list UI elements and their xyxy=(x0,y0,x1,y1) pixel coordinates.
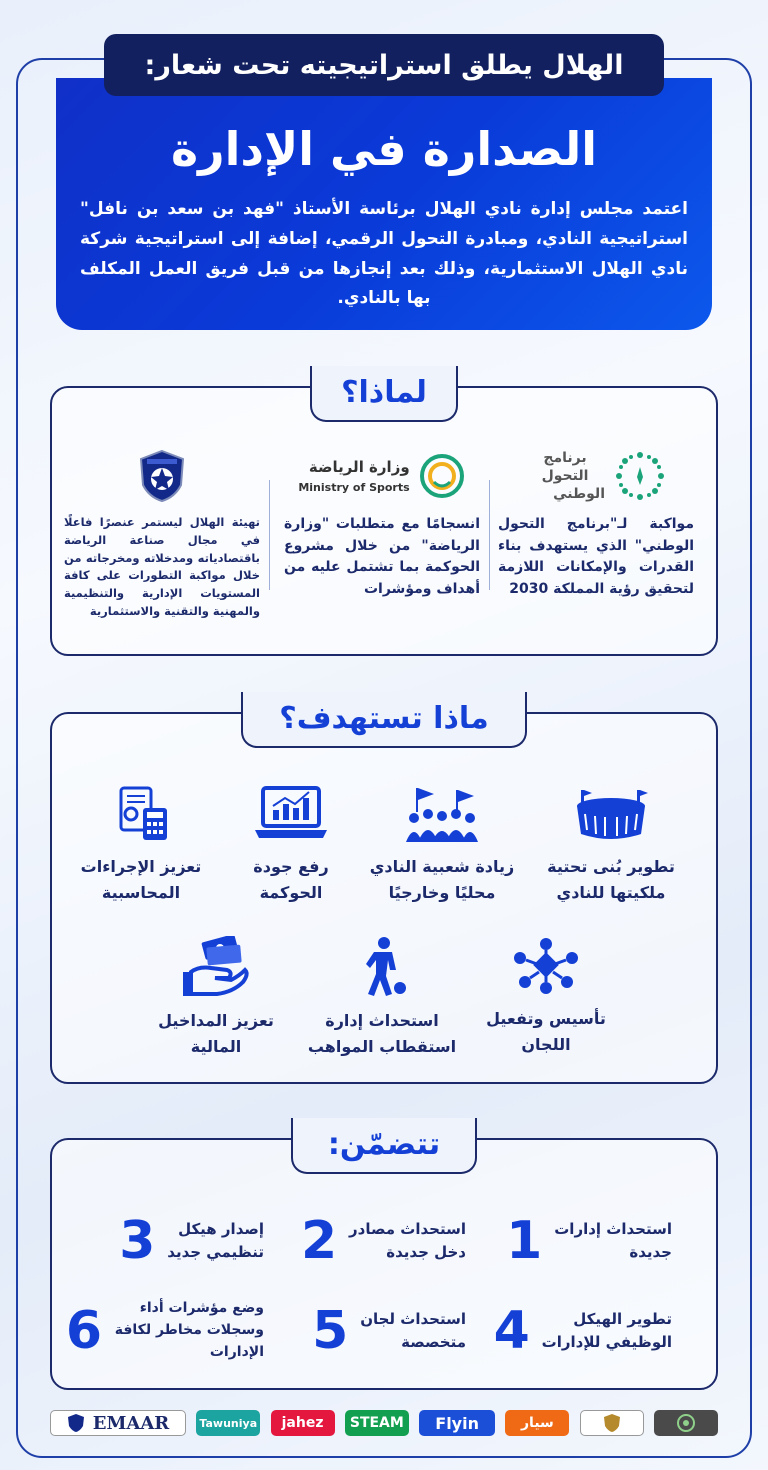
contains-item-1 xyxy=(476,1206,672,1276)
item-line2: الوظيفي للإدارات xyxy=(541,1333,672,1351)
contains-section xyxy=(50,1127,718,1390)
goal-fans xyxy=(358,784,526,905)
item-line2: متخصصة xyxy=(401,1333,466,1351)
steam-logo: STEAM xyxy=(345,1410,409,1436)
emaar-logo: EMAAR xyxy=(50,1410,186,1436)
university-logo xyxy=(580,1410,644,1436)
goal-line2: الحوكمة xyxy=(259,882,323,902)
partner-emblem-icon xyxy=(676,1413,696,1433)
item-line2: جديدة xyxy=(629,1243,672,1261)
why-heading: لماذا؟ xyxy=(310,366,458,422)
why-col-vision xyxy=(498,446,694,601)
ministry-label-en: Ministry of Sports xyxy=(298,481,410,495)
item-line1: استحداث لجان xyxy=(360,1309,466,1328)
goal-line1: تعزيز المداخيل xyxy=(158,1011,274,1030)
ministry-emblem-icon xyxy=(418,452,466,500)
committees-icon xyxy=(511,936,581,996)
goal-line2: المالية xyxy=(190,1036,242,1056)
goal-stadium xyxy=(536,784,686,905)
goal-line1: تعزيز الإجراءات xyxy=(80,857,202,876)
sponsor-bar xyxy=(50,1406,718,1440)
why-text-ministry: انسجامًا مع متطلبات "وزارة الرياضة" من خلال مشروع الحوكمة بما تشتمل عليه من أهداف ومؤشرات xyxy=(284,516,480,598)
why-text-vision: مواكبة لـ"برنامج التحول الوطني" الذي يستهدف بناء القدرات والإمكانات اللازمة لتحقيق رؤية المملكة 2030 xyxy=(498,516,694,598)
goal-talent xyxy=(292,936,472,1059)
flyin-logo: Flyin xyxy=(419,1410,495,1436)
contains-item-2 xyxy=(270,1206,466,1276)
item-line1: إصدار هيكل xyxy=(178,1219,264,1238)
vision-logo-label: برنامج التحول الوطني xyxy=(541,449,605,503)
goal-line1: تأسيس وتفعيل xyxy=(486,1009,606,1028)
goal-committees xyxy=(456,936,636,1057)
item-number: 6 xyxy=(65,1301,103,1361)
contains-item-3 xyxy=(68,1206,264,1276)
target-heading: ماذا تستهدف؟ xyxy=(241,692,527,748)
why-text-hilal: تهيئة الهلال ليستمر عنصرًا فاعلًا في مجال صناعة الرياضة باقتصادياته ومدخلاته ومخرجاته من خلال مواكبة التطورات على كافة المستويات الإدارية والتنظيمية والمهنية والتقنية والاستثمارية xyxy=(64,515,260,619)
item-line2: وسجلات مخاطر لكافة الإدارات xyxy=(114,1322,264,1360)
contains-heading: تتضمّن: xyxy=(291,1118,477,1174)
goal-line1: استحداث إدارة xyxy=(325,1011,439,1030)
item-line1: استحداث إدارات xyxy=(554,1219,672,1238)
partner-logo xyxy=(654,1410,718,1436)
item-line1: وضع مؤشرات أداء xyxy=(139,1300,264,1317)
goal-revenue xyxy=(126,936,306,1059)
goal-line2: اللجان xyxy=(521,1034,571,1054)
why-section xyxy=(50,375,718,656)
item-number: 5 xyxy=(312,1301,349,1361)
goal-line1: رفع جودة xyxy=(253,857,329,876)
vision-emblem-icon xyxy=(613,449,667,503)
jahez-logo: jahez xyxy=(271,1410,335,1436)
hilal-logo xyxy=(64,446,260,506)
item-line1: تطوير الهيكل xyxy=(573,1309,672,1328)
goal-governance xyxy=(216,784,366,905)
item-number: 1 xyxy=(506,1211,543,1271)
item-line2: دخل جديدة xyxy=(386,1243,466,1261)
player-icon xyxy=(352,936,412,998)
kicker-title: الهلال يطلق استراتيجيته تحت شعار: xyxy=(104,34,664,96)
goal-accounting xyxy=(66,784,216,905)
hilal-crest-icon xyxy=(137,449,187,503)
stadium-icon xyxy=(573,784,649,844)
contains-item-4 xyxy=(476,1296,672,1366)
divider xyxy=(269,480,270,590)
vision-logo xyxy=(498,446,694,506)
contains-item-6 xyxy=(64,1296,264,1366)
hilal-small-crest-icon xyxy=(67,1413,85,1433)
ministry-logo xyxy=(284,446,480,506)
item-number: 2 xyxy=(300,1211,338,1271)
sayyar-logo: سيار xyxy=(505,1410,569,1436)
hero-banner xyxy=(56,78,712,330)
goal-line2: المحاسبية xyxy=(101,882,181,902)
item-number: 4 xyxy=(493,1301,530,1361)
item-number: 3 xyxy=(119,1211,156,1271)
goal-line2: محليًا وخارجيًا xyxy=(388,882,496,902)
hero-body: اعتمد مجلس إدارة نادي الهلال برئاسة الأستاذ "فهد بن سعد بن نافل" استراتيجية النادي، ومبادرة التحول الرقمي، إضافة إلى استراتيجية شركة نادي الهلال الاستثمارية، وذلك بعد إنجازها من قبل فريق العمل المكلف بها بالنادي. xyxy=(80,199,688,309)
laptop-chart-icon xyxy=(253,784,329,844)
hero-title: الصدارة في الإدارة xyxy=(170,122,598,176)
item-line2: تنظيمي جديد xyxy=(167,1243,264,1261)
ministry-label-ar: وزارة الرياضة xyxy=(308,457,410,476)
goal-line2: ملكيتها للنادي xyxy=(556,882,666,902)
goal-line2: استقطاب المواهب xyxy=(307,1036,457,1056)
fans-icon xyxy=(404,784,480,844)
goal-line1: زيادة شعبية النادي xyxy=(369,857,515,876)
accounting-icon xyxy=(103,784,179,844)
shield-emblem-icon xyxy=(603,1413,621,1433)
divider xyxy=(489,480,490,590)
item-line1: استحداث مصادر xyxy=(349,1219,466,1238)
contains-item-5 xyxy=(270,1296,466,1366)
why-col-hilal xyxy=(64,446,260,621)
tawuniya-logo: Tawuniya xyxy=(196,1410,260,1436)
goal-line1: تطوير بُنى تحتية xyxy=(547,857,675,876)
target-section xyxy=(50,701,718,1084)
money-hand-icon xyxy=(181,936,251,998)
why-col-ministry xyxy=(284,446,480,601)
